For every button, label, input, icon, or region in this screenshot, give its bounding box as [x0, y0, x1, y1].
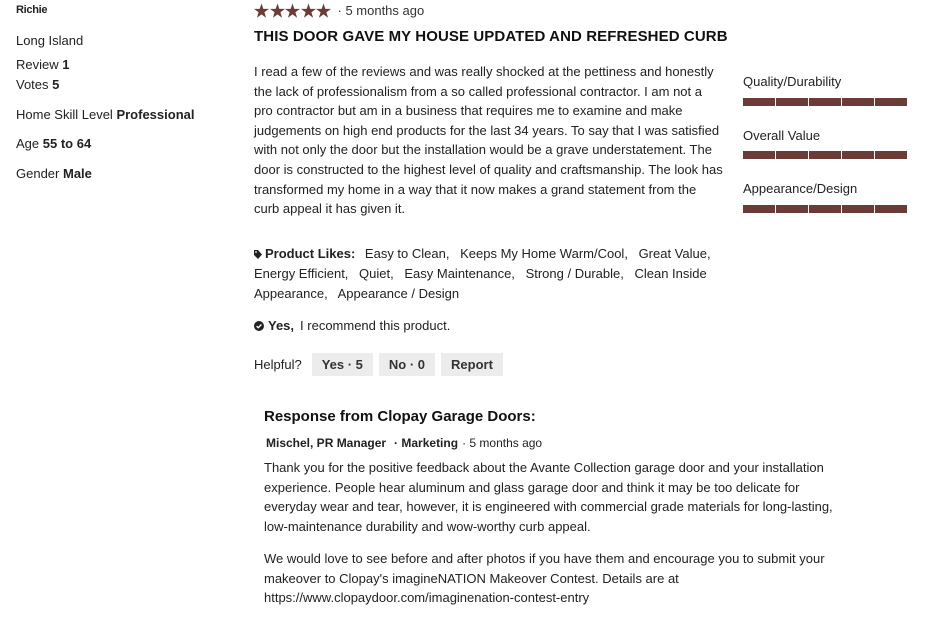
helpful-yes-button[interactable]: Yes · 5 [312, 353, 373, 376]
review-body: I read a few of the reviews and was really shocked at the pettiness and honestly the lack of professionalism from a so called professional contractor. I am not a pro contractor but am in a business that requires me to examine and make judgements on high end products for the last 34 years. To say that I was satisfied with not only the door but the installation would be a grave understatement. The door is constructed to the highest level of quality and craftsmanship. The look has transformed my home in a way that it now makes a grand statement from the curb appeal it has given it. [254, 64, 723, 217]
star-icon [316, 2, 331, 19]
rating-bar-quality [743, 98, 907, 106]
response-paragraph-1: Thank you for the positive feedback about the Avante Collection garage door and your installation experience. People hear aluminum and glass garage door and think it may be too delicate for everyday wear and tear, however, it is engineered with commercial grade materials for long-lasting, low-maintenance durability and wow-worthy curb appeal. [264, 460, 833, 534]
response-time-ago: · 5 months ago [462, 436, 543, 450]
response-title: Response from Clopay Garage Doors: [264, 408, 536, 425]
reviewer-gender [16, 166, 92, 181]
like-item: Great Value, [638, 246, 711, 261]
reviewer-skill-level [16, 107, 194, 122]
like-item: Clean Inside Appearance, [254, 266, 707, 301]
star-icons [254, 2, 332, 19]
like-item: Appearance / Design [337, 286, 460, 301]
product-likes [254, 244, 729, 304]
rating-segment [875, 205, 907, 213]
skill-value: Professional [116, 107, 195, 122]
rating-segment [743, 205, 775, 213]
like-item: Easy Maintenance, [404, 266, 515, 281]
product-likes-label: Product Likes: [265, 246, 356, 261]
rating-segment [809, 98, 841, 106]
response-paragraph-2: We would love to see before and after photos if you have them and encourage you to submit your makeover to Clopay's imagineNATION Makeover Contest. Details are at https://www.clopaydoor.com/imaginenation-contest-entry [264, 551, 825, 605]
rating-label-appearance: Appearance/Design [743, 181, 858, 196]
rating-segment [809, 205, 841, 213]
rating-segment [776, 205, 808, 213]
votes-value: 5 [52, 77, 60, 92]
star-icon [254, 2, 269, 19]
star-rating [254, 2, 424, 19]
gender-value: Male [63, 166, 92, 181]
like-item: Easy to Clean, [364, 246, 450, 261]
skill-label: Home Skill Level [16, 107, 113, 122]
rating-segment [875, 98, 907, 106]
rating-bar-value [743, 151, 907, 159]
rating-segment [776, 151, 808, 159]
helpful-label: Helpful? [254, 357, 302, 372]
like-item: Strong / Durable, [525, 266, 624, 281]
reviewer-location: Long Island [16, 33, 84, 48]
rating-segment [809, 151, 841, 159]
response-author: Mischel, PR Manager [266, 436, 387, 450]
rating-segment [875, 151, 907, 159]
like-item: Quiet, [359, 266, 394, 281]
rating-segment [842, 151, 874, 159]
age-label: Age [16, 136, 40, 151]
like-item: Energy Efficient, [254, 266, 349, 281]
response-meta [266, 436, 542, 450]
rating-segment [842, 98, 874, 106]
reviewer-age [16, 136, 91, 151]
review-time-ago: · 5 months ago [337, 3, 425, 18]
recommend-text: I recommend this product. [300, 318, 451, 333]
age-value: 55 to 64 [42, 136, 92, 151]
gender-label: Gender [16, 166, 60, 181]
rating-label-value: Overall Value [743, 128, 821, 143]
report-button[interactable]: Report [441, 353, 503, 376]
rating-label-quality: Quality/Durability [743, 74, 842, 89]
reviewer-votes [16, 77, 59, 92]
votes-label: Votes [16, 77, 49, 92]
reviewer-name: Richie [16, 4, 48, 16]
rating-segment [776, 98, 808, 106]
like-item: Keeps My Home Warm/Cool, [460, 246, 628, 261]
star-icon [301, 2, 316, 19]
check-circle-icon [254, 321, 264, 331]
review-count-label: Review [16, 57, 59, 72]
rating-segment [743, 151, 775, 159]
response-department: · Marketing [394, 436, 459, 450]
tag-icon [254, 250, 262, 259]
helpful-voting [254, 353, 503, 376]
star-icon [270, 2, 285, 19]
review-count-value: 1 [62, 57, 70, 72]
recommendation [254, 318, 450, 333]
reviewer-review-count [16, 57, 69, 72]
rating-segment [743, 98, 775, 106]
star-icon [285, 2, 300, 19]
recommend-answer: Yes, [268, 318, 295, 333]
review-title: THIS DOOR GAVE MY HOUSE UPDATED AND REFRESHED CURB [254, 28, 728, 45]
rating-bar-appearance [743, 205, 907, 213]
helpful-no-button[interactable]: No · 0 [379, 353, 435, 376]
rating-segment [842, 205, 874, 213]
